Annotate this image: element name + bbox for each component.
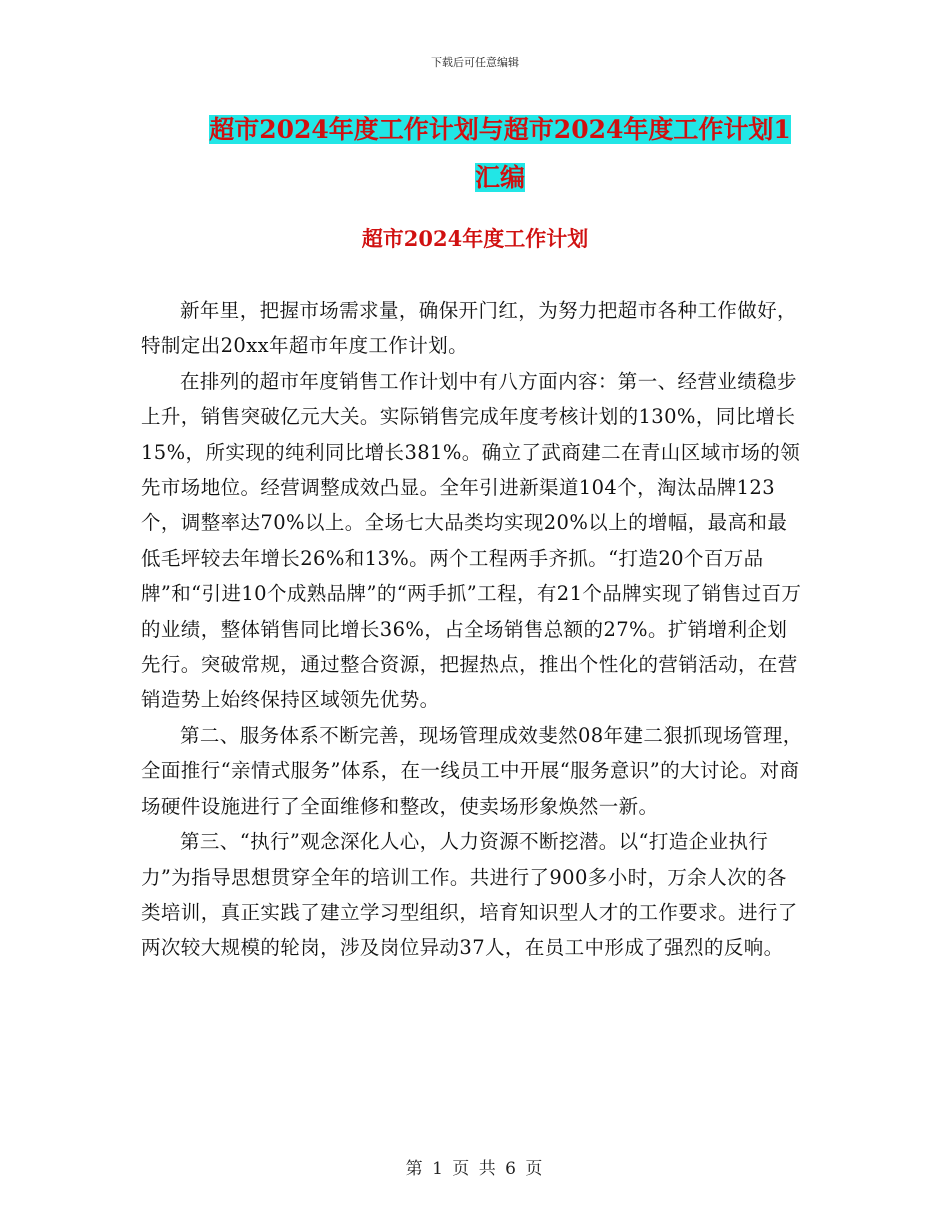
paragraph: 第三、“执行”观念深化人心，人力资源不断挖潜。以“打造企业执行力”为指导思想贯穿全年的培训工作。共进行了900多小时，万余人次的各类培训，真正实践了建立学习型组织，培育知识型人才的工作要求。进行了两次较大规模的轮岗，涉及岗位异动37人，在员工中形成了强烈的反响。 — [141, 830, 798, 960]
header-note: 下载后可任意编辑 — [431, 56, 519, 69]
paragraph: 新年里，把握市场需求量，确保开门红，为努力把超市各种工作做好，特制定出20xx年超市年度工作计划。 — [141, 299, 797, 358]
page-indicator: 第 1 页 共 6 页 — [405, 1159, 545, 1179]
paragraph: 第二、服务体系不断完善，现场管理成效斐然08年建二狠抓现场管理，全面推行“亲情式服务”体系，在一线员工中开展“服务意识”的大讨论。对商场硬件设施进行了全面维修和整改，使卖场形象焕然一新。 — [141, 723, 803, 818]
section-title: 超市2024年度工作计划 — [361, 226, 589, 251]
paragraph: 在排列的超市年度销售工作计划中有八方面内容：第一、经营业绩稳步上升，销售突破亿元大关。实际销售完成年度考核计划的130%，同比增长15%，所实现的纯利同比增长381%。确立了武商建二在青山区域市场的领先市场地位。经营调整成效凸显。全年引进新渠道104个，淘汰品牌123个，调整率达70%以上。全场七大品类均实现20%以上的增幅，最高和最低毛坪较去年增长26%和13%。两个工程两手齐抓。“打造20个百万品牌”和“引进10个成熟品牌”的“两手抓”工程，有21个品牌实现了销售过百万的业绩，整体销售同比增长36%，占全场销售总额的27%。扩销增利企划先行。突破常规，通过整合资源，把握热点，推出个性化的营销活动，在营销造势上始终保持区域领先优势。 — [141, 369, 802, 712]
document-title-text: 超市2024年度工作计划与超市2024年度工作计划1汇编 — [209, 115, 791, 192]
document-title — [200, 106, 800, 202]
document-body — [141, 293, 806, 966]
